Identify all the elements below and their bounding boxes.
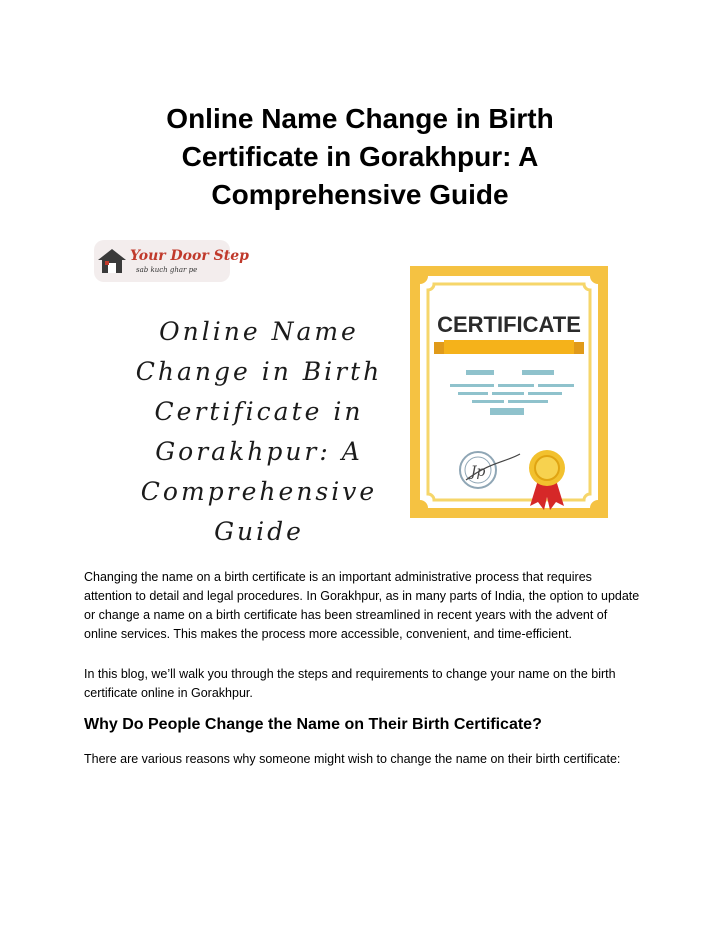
certificate-illustration xyxy=(410,266,608,518)
page-title: Online Name Change in Birth Certificate in Gorakhpur: A Comprehensive Guide xyxy=(166,103,554,210)
logo-tagline: sab kuch ghar pe xyxy=(136,266,198,274)
blog-intro-paragraph: In this blog, we’ll walk you through the steps and requirements to change your name on the birth certificate online in Gorakhpur. xyxy=(84,667,616,700)
house-icon xyxy=(96,247,128,275)
signature: Jp xyxy=(470,464,486,480)
intro-paragraph: Changing the name on a birth certificate is an important administrative process that requires attention to detail and legal procedures. In Gorakhpur, as in many parts of India, the option to update or change a name on a birth certificate has been streamlined in recent years with the advent of online services. This makes the process more accessible, convenient, and time-efficient. xyxy=(84,570,640,641)
brand-logo xyxy=(94,240,249,282)
logo-name: Your Door Step xyxy=(130,248,249,264)
section-intro: There are various reasons why someone might wish to change the name on their birth certificate: xyxy=(84,752,621,766)
section-heading: Why Do People Change the Name on Their Birth Certificate? xyxy=(84,716,542,733)
banner-title: Online Name Change in Birth Certificate in Gorakhpur: A Comprehensive Guide xyxy=(135,317,383,546)
certificate-heading: CERTIFICATE xyxy=(437,312,581,337)
